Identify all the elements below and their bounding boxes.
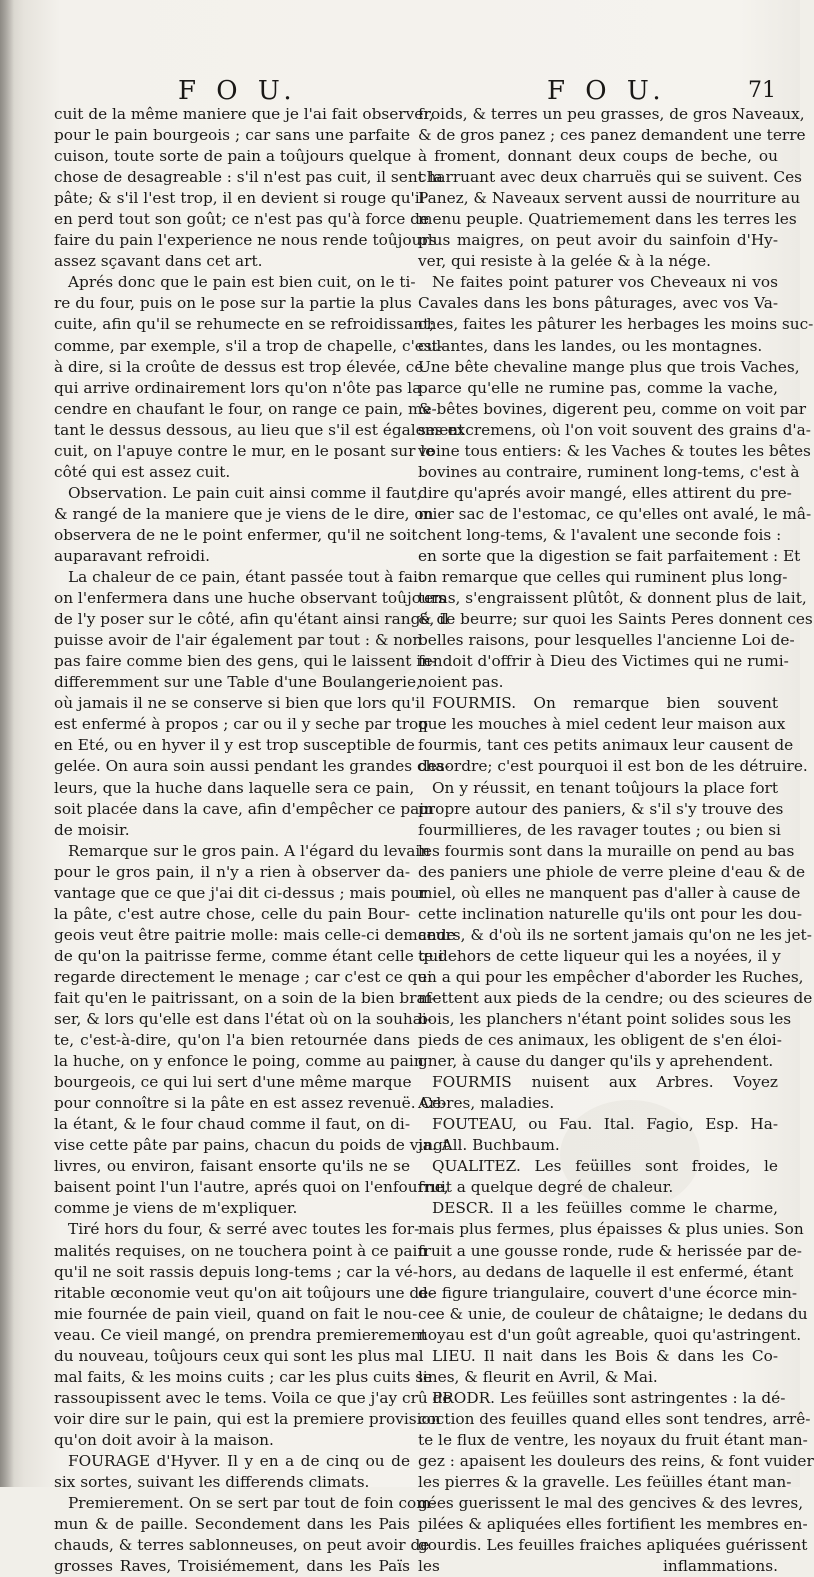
text-line: les pierres & la gravelle. Les feüilles étant man- bbox=[418, 1473, 792, 1492]
text-line: menu peuple. Quatriemement dans les terres les bbox=[418, 210, 797, 229]
text-line: regarde directement le menage ; car c'est ce qui bbox=[54, 967, 433, 986]
text-line: noient pas. bbox=[418, 673, 504, 692]
text-line: baisent point l'un l'autre, aprés quoi on l'enfourne, bbox=[54, 1178, 449, 1197]
text-line: FOURAGE d'Hyver. Il y en a de cinq ou de bbox=[68, 1452, 410, 1470]
text-line: mie fournée de pain vieil, quand on fait le nou- bbox=[54, 1304, 418, 1323]
text-line: gelée. On aura soin aussi pendant les grandes cha- bbox=[54, 757, 450, 776]
text-line: re du four, puis on le pose sur la partie la plus bbox=[54, 294, 412, 313]
text-line: en a qui pour les empêcher d'aborder les Ruches, bbox=[418, 967, 804, 986]
gutter-shadow bbox=[0, 0, 14, 1487]
text-line: & de gros panez ; ces panez demandent une terre bbox=[418, 126, 806, 145]
text-line: FOURMIS. On remarque bien souvent bbox=[432, 694, 778, 713]
text-line: coction des feuilles quand elles sont tendres, arrê- bbox=[418, 1409, 811, 1428]
text-line: mier sac de l'estomac, ce qu'elles ont avalé, le mâ- bbox=[418, 504, 812, 523]
text-line: pour le pain bourgeois ; car sans une parfaite bbox=[54, 126, 410, 145]
text-line: des paniers une phiole de verre pleine d'eau & de bbox=[418, 862, 806, 881]
text-line: mettent aux pieds de la cendre; ou des scieures de bbox=[418, 988, 813, 1007]
text-line: faire du pain l'experience ne nous rende toûjours bbox=[54, 231, 437, 250]
text-line: en perd tout son goût; ce n'est pas qu'à force de bbox=[54, 210, 430, 229]
text-line: plus maigres, on peut avoir du sainfoin d'Hy- bbox=[418, 231, 778, 250]
text-line: voir dire sur le pain, qui est la premiere provision bbox=[54, 1409, 441, 1428]
page-number: 71 bbox=[748, 78, 776, 103]
text-line: & rangé de la maniere que je viens de le dire, on bbox=[54, 504, 434, 523]
text-line: à froment, donnant deux coups de beche, ou bbox=[418, 147, 778, 166]
text-line: comme, par exemple, s'il a trop de chapelle, c'est- bbox=[54, 336, 444, 355]
text-line: pour connoître si la pâte en est assez revenuë. Ce- bbox=[54, 1094, 447, 1113]
text-line: cendre en chaufant le four, on range ce pain, me- bbox=[54, 399, 437, 418]
text-line: voine tous entiers: & les Vaches & toutes les bêtes bbox=[418, 441, 811, 460]
text-line: chent long-tems, & l'avalent une seconde fois : bbox=[418, 525, 782, 544]
text-line: fruit a une gousse ronde, rude & herissée par de- bbox=[418, 1241, 802, 1260]
text-line: Cavales dans les bons pâturages, avec vos Va- bbox=[418, 294, 778, 313]
text-line: te le flux de ventre, les noyaux du fruit étant man- bbox=[418, 1430, 808, 1449]
text-line: mun & de paille. Secondement dans les Pais bbox=[54, 1515, 410, 1534]
text-line: chose de desagreable : s'il n'est pas cuit, il sent la bbox=[54, 168, 443, 187]
text-line: leurs, que la huche dans laquelle sera ce pain, bbox=[54, 778, 415, 797]
text-line: pilées & apliquées elles fortifient les membres en- bbox=[418, 1515, 808, 1534]
text-line: gées guerissent le mal des gencives & des levres, bbox=[418, 1494, 804, 1513]
text-line: Panez, & Naveaux servent aussi de nourriture au bbox=[418, 189, 801, 208]
text-line: auparavant refroidi. bbox=[54, 546, 210, 565]
text-line: La chaleur de ce pain, étant passée tout à fait bbox=[68, 568, 425, 587]
text-line: mal faits, & les moins cuits ; car les plus cuits se bbox=[54, 1367, 433, 1386]
text-line: Tiré hors du four, & serré avec toutes les for- bbox=[68, 1220, 420, 1239]
text-line: gez : apaisent les douleurs des reins, & font vuider bbox=[418, 1452, 814, 1470]
text-line: qu'il ne soit rassis depuis long-tems ; car la vé- bbox=[54, 1262, 419, 1281]
text-line: FOUTEAU, ou Fau. Ital. Fagio, Esp. Ha- bbox=[432, 1115, 778, 1134]
text-line: fendoit d'offrir à Dieu des Victimes qui ne rumi- bbox=[418, 652, 789, 671]
text-line: & bêtes bovines, digerent peu, comme on voit par bbox=[418, 399, 807, 418]
text-line: cee & unie, de couleur de châtaigne; le dedans du bbox=[418, 1304, 808, 1323]
text-line: on remarque que celles qui ruminent plus long- bbox=[418, 568, 788, 587]
text-line: Une bête chevaline mange plus que trois Vaches, bbox=[418, 357, 800, 376]
text-line: fourmillieres, de les ravager toutes ; ou bien si bbox=[418, 820, 781, 839]
text-line: Arbres, maladies. bbox=[418, 1094, 555, 1113]
text-line: pas faire comme bien des gens, qui le laissent in- bbox=[54, 652, 437, 671]
running-head-right: F O U. bbox=[547, 76, 667, 106]
text-line: les inflammations. bbox=[418, 1557, 778, 1576]
text-line: vise cette pâte par pains, chacun du poids de vingt bbox=[54, 1136, 450, 1155]
text-line: de figure triangulaire, couvert d'une écorce min- bbox=[418, 1283, 798, 1302]
text-line: comme je viens de m'expliquer. bbox=[54, 1199, 298, 1218]
text-line: cuite, afin qu'il se rehumecte en se refroidissant; bbox=[54, 315, 435, 334]
text-line: en Eté, ou en hyver il y est trop susceptible de bbox=[54, 736, 415, 755]
text-line: qui arrive ordinairement lors qu'on n'ôte pas la bbox=[54, 378, 422, 397]
text-line: ches, faites les pâturer les herbages les moins suc- bbox=[418, 315, 814, 334]
text-line: six sortes, suivant les differends climats. bbox=[54, 1473, 370, 1492]
text-line: charruant avec deux charruës qui se suivent. Ces bbox=[418, 168, 802, 187]
text-line: desordre; c'est pourquoi il est bon de les détruire. bbox=[418, 757, 808, 776]
text-line: malités requises, on ne touchera point à ce pain bbox=[54, 1241, 428, 1260]
text-line: les fourmis sont dans la muraille on pend au bas bbox=[418, 841, 795, 860]
text-line: gourdis. Les feuilles fraiches apliquées guérissent bbox=[418, 1536, 808, 1555]
text-line: ser, & lors qu'elle est dans l'état où on la souhai- bbox=[54, 1010, 432, 1029]
text-line: ja. All. Buchbaum. bbox=[418, 1136, 560, 1155]
text-line: fait qu'en le paitrissant, on a soin de la bien braf- bbox=[54, 988, 436, 1007]
running-head-left: F O U. bbox=[178, 76, 298, 106]
text-line: miel, où elles ne manquent pas d'aller à cause de bbox=[418, 883, 801, 902]
text-line: pieds de ces animaux, les obligent de s'en éloi- bbox=[418, 1031, 782, 1050]
text-line: tant le dessus dessous, au lieu que s'il est également bbox=[54, 420, 465, 439]
text-line: lines, & fleurit en Avril, & Mai. bbox=[418, 1367, 658, 1386]
text-line: bovines au contraire, ruminent long-tems, c'est à bbox=[418, 462, 800, 481]
text-line: mais plus fermes, plus épaisses & plus unies. Son bbox=[418, 1220, 804, 1239]
text-line: parce qu'elle ne rumine pas, comme la vache, bbox=[418, 378, 778, 397]
text-line: fourmis, tant ces petits animaux leur causent de bbox=[418, 736, 794, 755]
text-line: qu'on doit avoir à la maison. bbox=[54, 1430, 274, 1449]
text-line: à dire, si la croûte de dessus est trop élevée, ce bbox=[54, 357, 424, 376]
text-line: ritable œconomie veut qu'on ait toûjours une de- bbox=[54, 1283, 434, 1302]
text-line: fruit a quelque degré de chaleur. bbox=[418, 1178, 674, 1197]
text-line: en sorte que la digestion se fait parfaitement : Et bbox=[418, 546, 801, 565]
right-column bbox=[418, 104, 814, 1577]
text-line: & de beurre; sur quoi les Saints Peres donnent ces bbox=[418, 610, 813, 629]
text-line: puisse avoir de l'air également par tout : & non bbox=[54, 631, 423, 650]
text-line: pour le gros pain, il n'y a rien à observer da- bbox=[54, 862, 410, 881]
text-line: du nouveau, toûjours ceux qui sont les plus mal bbox=[54, 1346, 424, 1365]
text-line: la pâte, c'est autre chose, celle du pain Bour- bbox=[54, 904, 410, 923]
text-line: te, c'est-à-dire, qu'on l'a bien retournée dans bbox=[54, 1031, 410, 1050]
text-line: culantes, dans les landes, ou les montagnes. bbox=[418, 336, 763, 355]
text-line: rassoupissent avec le tems. Voila ce que j'ay crû de bbox=[54, 1388, 452, 1407]
text-line: chauds, & terres sablonneuses, on peut avoir de bbox=[54, 1536, 430, 1555]
text-line: geois veut être paitrie molle: mais celle-ci demande bbox=[54, 925, 456, 944]
text-line: cuit, on l'apuye contre le mur, en le posant sur le bbox=[54, 441, 435, 460]
text-line: grosses Raves, Troisiémement, dans les Païs bbox=[54, 1557, 410, 1576]
text-line: te dehors de cette liqueur qui les a noyées, il y bbox=[418, 946, 781, 965]
text-line: tems, s'engraissent plûtôt, & donnent plus de lait, bbox=[418, 589, 807, 608]
text-line: de moisir. bbox=[54, 820, 130, 839]
text-line: cuit de la même maniere que je l'ai fait observer, bbox=[54, 105, 434, 123]
text-line: bois, les planchers n'étant point solides sous les bbox=[418, 1010, 792, 1029]
text-line: assez sçavant dans cet art. bbox=[54, 252, 263, 271]
text-line: pâte; & s'il l'est trop, il en devient si rouge qu'il bbox=[54, 189, 425, 208]
text-line: cuison, toute sorte de pain a toûjours quelque bbox=[54, 147, 412, 166]
text-line: Observation. Le pain cuit ainsi comme il faut, bbox=[68, 483, 422, 502]
text-line: de qu'on la paitrisse ferme, comme étant celle qui bbox=[54, 946, 444, 965]
text-line: on l'enfermera dans une huche observant toûjours bbox=[54, 589, 446, 608]
text-line: la huche, on y enfonce le poing, comme au pain bbox=[54, 1052, 424, 1071]
text-line: FOURMIS nuisent aux Arbres. Voyez bbox=[432, 1073, 778, 1092]
text-line: differemment sur une Table d'une Boulangerie, bbox=[54, 673, 421, 692]
text-line: observera de ne le point enfermer, qu'il ne soit bbox=[54, 525, 418, 544]
text-line: propre autour des paniers, & s'il s'y trouve des bbox=[418, 799, 784, 818]
text-line: ses excremens, où l'on voit souvent des grains d'a- bbox=[418, 420, 811, 439]
text-line: Premierement. On se sert par tout de foin com- bbox=[68, 1494, 436, 1513]
text-line: où jamais il ne se conserve si bien que lors qu'il bbox=[54, 694, 425, 713]
text-line: côté qui est assez cuit. bbox=[54, 462, 231, 481]
text-line: dire qu'aprés avoir mangé, elles attirent du pre- bbox=[418, 483, 792, 502]
text-line: DESCR. Il a les feüilles comme le charme, bbox=[432, 1199, 778, 1218]
text-line: hors, au dedans de laquelle il est enfermé, étant bbox=[418, 1262, 794, 1281]
text-line: ver, qui resiste à la gelée & à la nége. bbox=[418, 252, 711, 271]
text-line: noyau est d'un goût agreable, quoi qu'astringent. bbox=[418, 1325, 802, 1344]
text-line: gner, à cause du danger qu'ils y aprehendent. bbox=[418, 1052, 774, 1071]
text-line: ceurs, & d'où ils ne sortent jamais qu'on ne les jet- bbox=[418, 925, 812, 944]
text-line: QUALITEZ. Les feüilles sont froides, le bbox=[432, 1157, 778, 1176]
text-line: que les mouches à miel cedent leur maison aux bbox=[418, 715, 786, 734]
text-line: bourgeois, ce qui lui sert d'une même marque bbox=[54, 1073, 412, 1092]
text-line: est enfermé à propos ; car ou il y seche par trop bbox=[54, 715, 429, 734]
text-line: livres, ou environ, faisant ensorte qu'ils ne se bbox=[54, 1157, 410, 1176]
text-line: soit placée dans la cave, afin d'empêcher ce pain bbox=[54, 799, 434, 818]
text-line: vantage que ce que j'ai dit ci-dessus ; mais pour bbox=[54, 883, 427, 902]
text-line: PRODR. Les feüilles sont astringentes : la dé- bbox=[432, 1388, 786, 1407]
text-line: la étant, & le four chaud comme il faut, on di- bbox=[54, 1115, 410, 1134]
text-line: de l'y poser sur le côté, afin qu'étant ainsi rangé, il bbox=[54, 610, 449, 629]
text-line: veau. Ce vieil mangé, on prendra premierement bbox=[54, 1325, 427, 1344]
text-line: On y réussit, en tenant toûjours la place fort bbox=[432, 778, 778, 797]
text-line: Aprés donc que le pain est bien cuit, on le ti- bbox=[68, 273, 416, 292]
text-line: cette inclination naturelle qu'ils ont pour les dou- bbox=[418, 904, 803, 923]
text-line: LIEU. Il nait dans les Bois & dans les Co- bbox=[432, 1346, 778, 1365]
text-line: Remarque sur le gros pain. A l'égard du levain bbox=[68, 841, 431, 860]
text-line: froids, & terres un peu grasses, de gros Naveaux, bbox=[418, 105, 805, 123]
text-line: belles raisons, pour lesquelles l'ancienne Loi de- bbox=[418, 631, 795, 650]
text-line: Ne faites point paturer vos Cheveaux ni vos bbox=[432, 273, 778, 292]
